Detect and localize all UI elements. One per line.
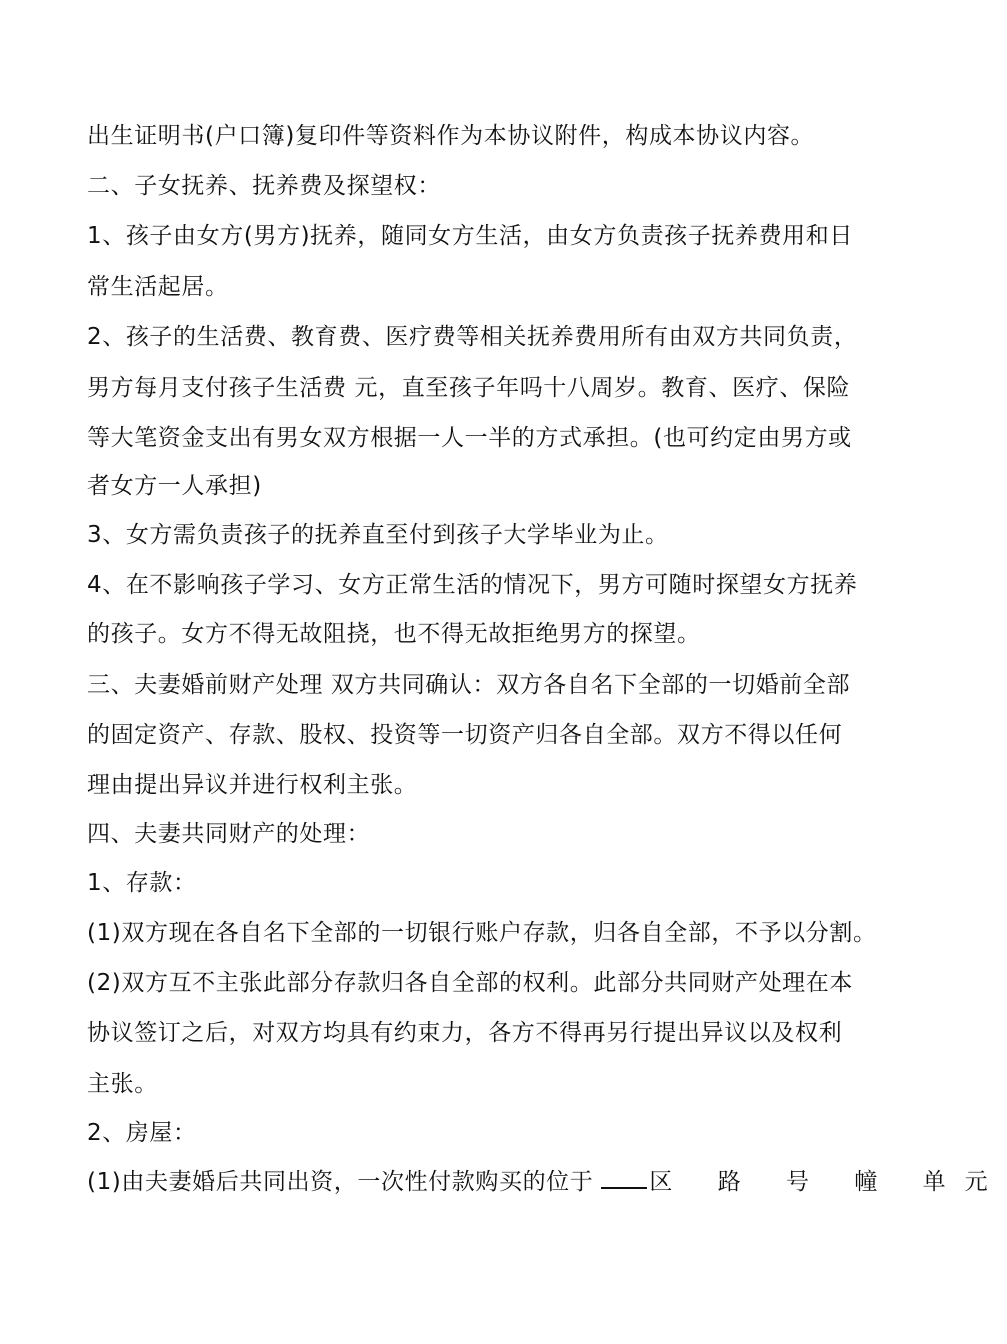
- text-line: 常生活起居。: [87, 274, 229, 300]
- text-line: 4、在不影响孩子学习、女方正常生活的情况下，男方可随时探望女方抚养: [87, 572, 858, 598]
- text-line: 理由提出异议并进行权利主张。: [87, 772, 418, 798]
- text-segment: (1)由夫妻婚后共同出资，一次性付款购买的位于: [87, 1169, 594, 1195]
- text-line-with-blank: [87, 1162, 1007, 1202]
- text-line: 主张。: [87, 1071, 158, 1097]
- text-line: 等大笔资金支出有男女双方根据一人一半的方式承担。(也可约定由男方或: [87, 425, 852, 451]
- text-line: 的固定资产、存款、股权、投资等一切资产归各自全部。双方不得以任何: [87, 722, 843, 748]
- text-line: 2、房屋：: [87, 1120, 197, 1146]
- text-line: 3、女方需负责孩子的抚养直至付到孩子大学毕业为止。: [87, 522, 669, 548]
- text-line: 1、存款：: [87, 870, 197, 896]
- fill-in-blank: [601, 1166, 647, 1189]
- text-segment: 区 路 号 幢 单元: [649, 1169, 1007, 1195]
- text-line: 出生证明书(户口簿)复印件等资料作为本协议附件，构成本协议内容。: [87, 123, 815, 149]
- text-line: 1、孩子由女方(男方)抚养，随同女方生活，由女方负责孩子抚养费用和日: [87, 223, 853, 249]
- text-line: (2)双方互不主张此部分存款归各自全部的权利。此部分共同财产处理在本: [87, 970, 853, 996]
- text-line: 的孩子。女方不得无故阻挠，也不得无故拒绝男方的探望。: [87, 621, 701, 647]
- text-line: 男方每月支付孩子生活费 元，直至孩子年吗十八周岁。教育、医疗、保险: [87, 375, 851, 401]
- text-line: (1)双方现在各自名下全部的一切银行账户存款，归各自全部，不予以分割。: [87, 920, 877, 946]
- section-heading: 四、夫妻共同财产的处理：: [87, 821, 371, 847]
- text-line: 者女方一人承担): [87, 473, 262, 499]
- section-heading: 三、夫妻婚前财产处理 双方共同确认：双方各自名下全部的一切婚前全部: [87, 672, 851, 698]
- text-line: 协议签订之后，对双方均具有约束力，各方不得再另行提出异议以及权利: [87, 1020, 843, 1046]
- text-line: 2、孩子的生活费、教育费、医疗费等相关抚养费用所有由双方共同负责，: [87, 324, 858, 350]
- section-heading: 二、子女抚养、抚养费及探望权：: [87, 173, 441, 199]
